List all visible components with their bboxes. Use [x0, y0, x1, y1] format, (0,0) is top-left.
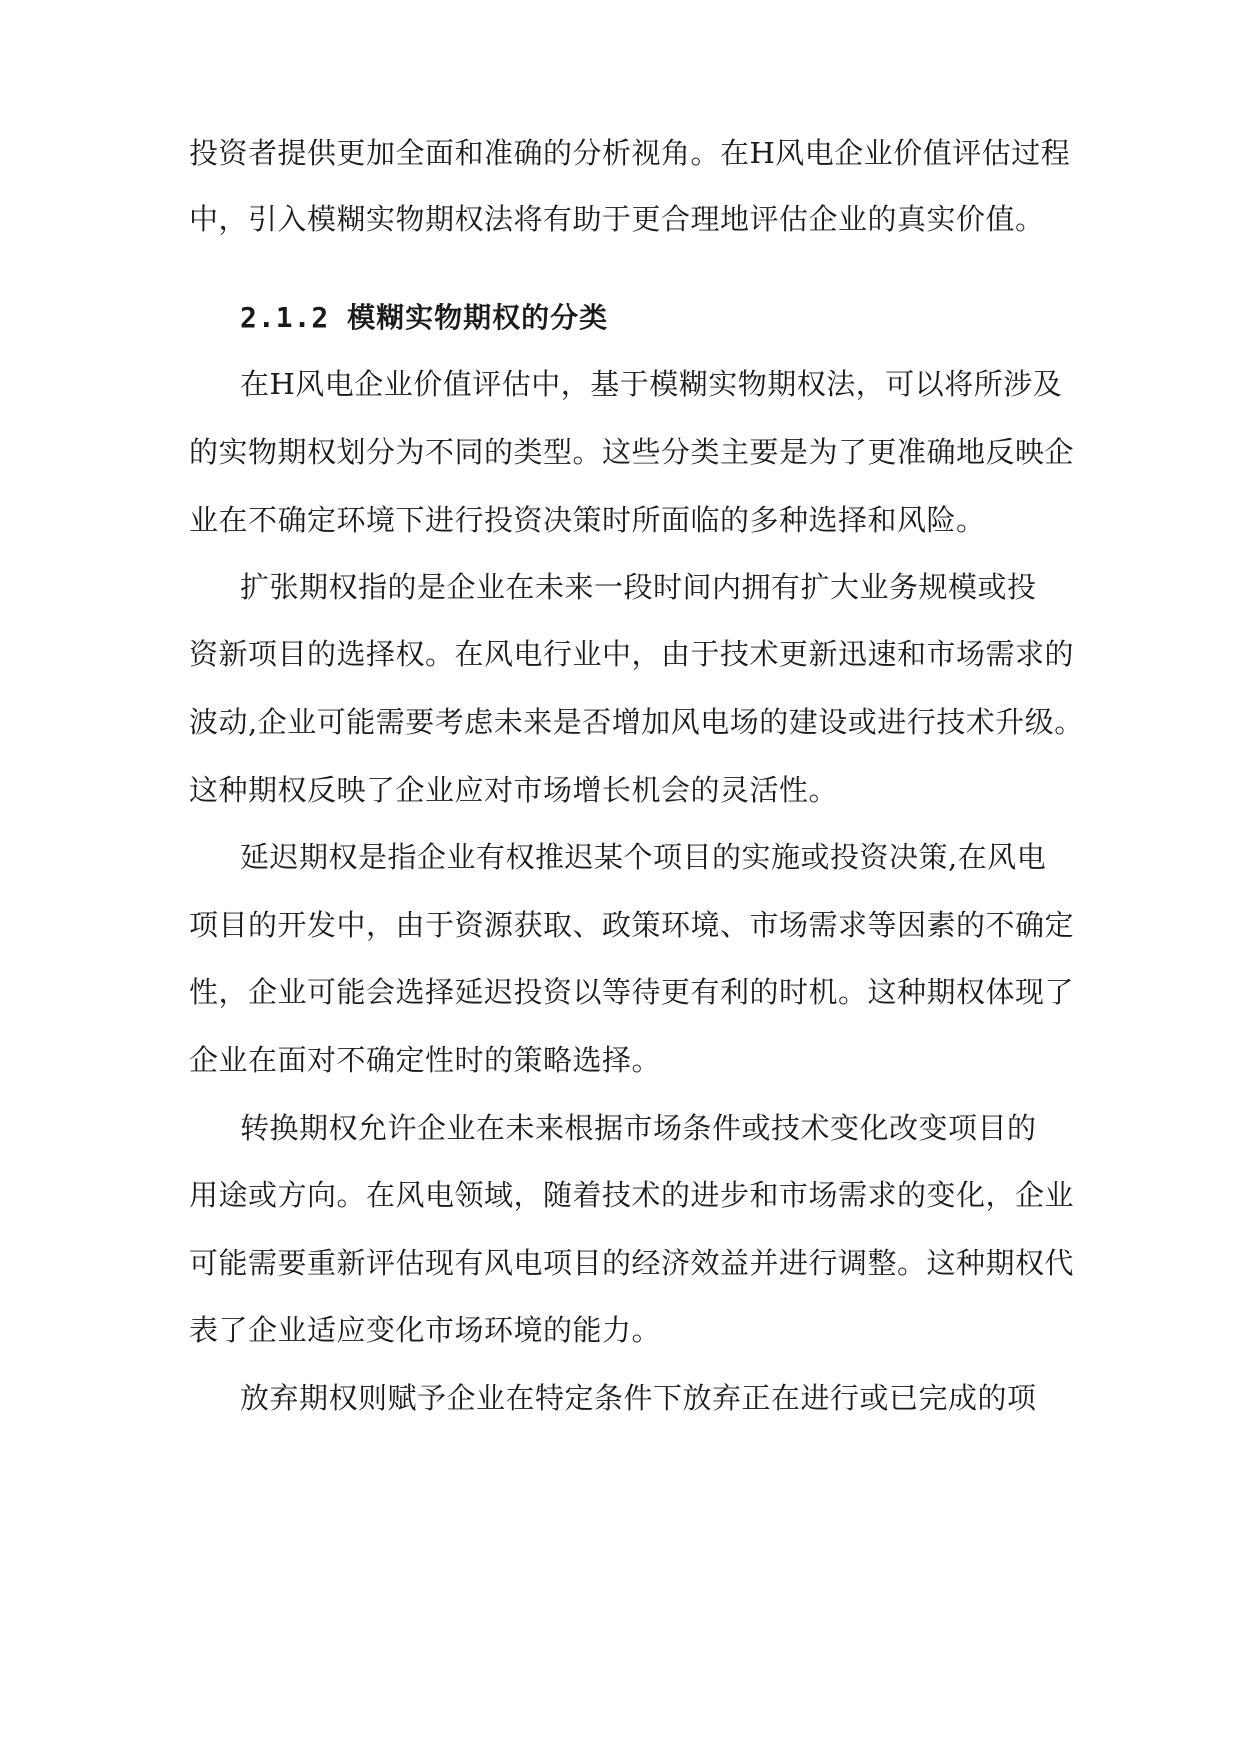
paragraph-line: 企业在面对不确定性时的策略选择。 [189, 1043, 662, 1077]
intro-line: 投资者提供更加全面和准确的分析视角。在H风电企业价值评估过程 [189, 136, 1071, 170]
paragraph-line: 放弃期权则赋予企业在特定条件下放弃正在进行或已完成的项 [240, 1381, 1037, 1415]
paragraph-line: 转换期权允许企业在未来根据市场条件或技术变化改变项目的 [240, 1111, 1037, 1145]
paragraph-line: 可能需要重新评估现有风电项目的经济效益并进行调整。这种期权代 [189, 1246, 1075, 1280]
paragraph-line: 在H风电企业价值评估中，基于模糊实物期权法，可以将所涉及 [240, 367, 1063, 401]
section-heading: 2.1.2 模糊实物期权的分类 [240, 301, 609, 334]
paragraph-line: 波动,企业可能需要考虑未来是否增加风电场的建设或进行技术升级。 [189, 705, 1084, 739]
paragraph-line: 项目的开发中，由于资源获取、政策环境、市场需求等因素的不确定 [189, 908, 1075, 942]
paragraph-line: 用途或方向。在风电领域，随着技术的进步和市场需求的变化，企业 [189, 1178, 1075, 1212]
paragraph-line: 性，企业可能会选择延迟投资以等待更有利的时机。这种期权体现了 [189, 975, 1075, 1009]
paragraph-line: 表了企业适应变化市场环境的能力。 [189, 1313, 662, 1347]
intro-line: 中，引入模糊实物期权法将有助于更合理地评估企业的真实价值。 [189, 202, 1045, 236]
paragraph-line: 扩张期权指的是企业在未来一段时间内拥有扩大业务规模或投 [240, 570, 1037, 604]
paragraph-line: 延迟期权是指企业有权推迟某个项目的实施或投资决策,在风电 [240, 840, 1047, 874]
paragraph-line: 资新项目的选择权。在风电行业中，由于技术更新迅速和市场需求的 [189, 637, 1075, 671]
paragraph-line: 业在不确定环境下进行投资决策时所面临的多种选择和风险。 [189, 503, 986, 537]
paragraph-line: 这种期权反映了企业应对市场增长机会的灵活性。 [189, 773, 839, 807]
paragraph-line: 的实物期权划分为不同的类型。这些分类主要是为了更准确地反映企 [189, 435, 1075, 469]
